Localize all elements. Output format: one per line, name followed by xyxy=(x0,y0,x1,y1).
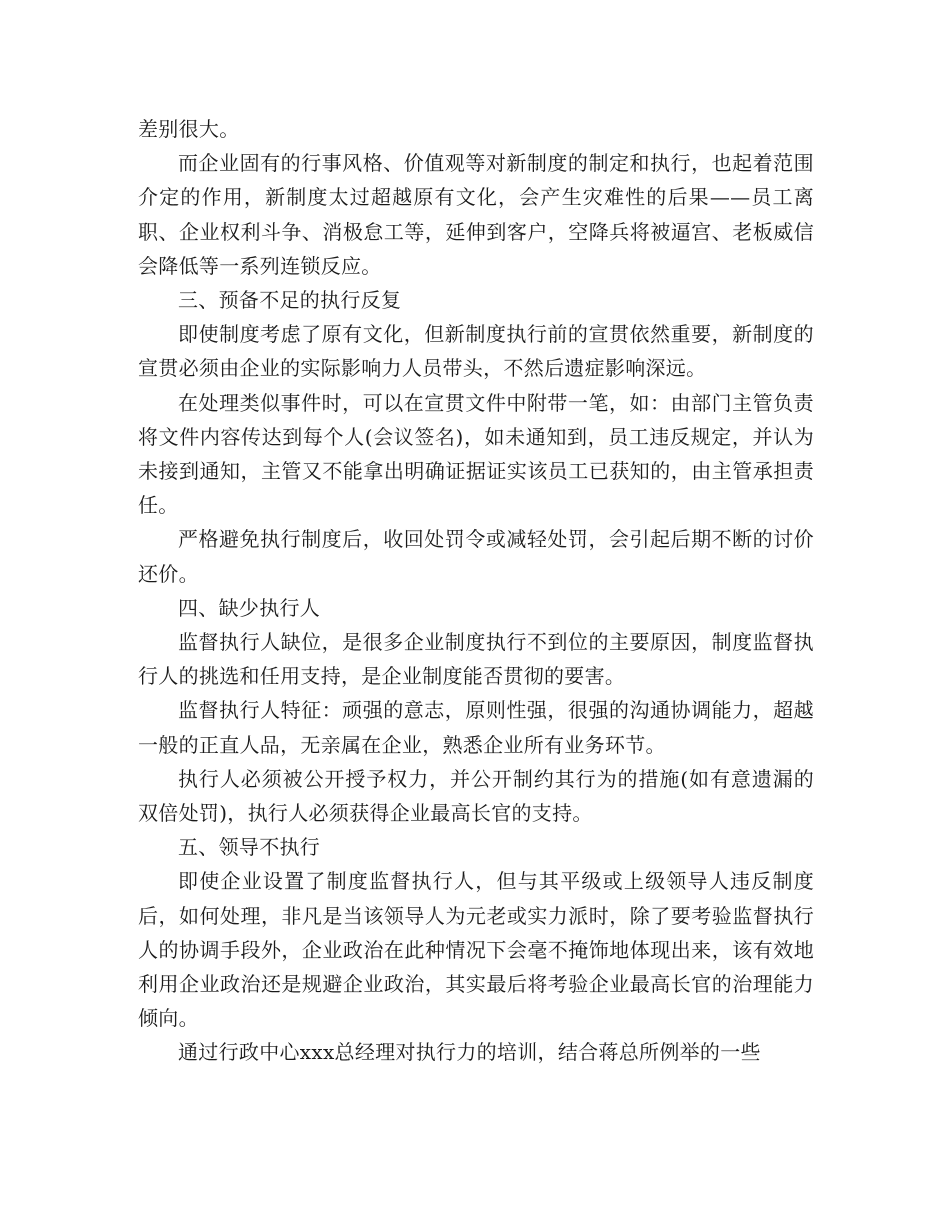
paragraph: 通过行政中心xxx总经理对执行力的培训，结合蒋总所例举的一些 xyxy=(178,1040,761,1065)
section-heading: 三、预备不足的执行反复 xyxy=(178,288,402,313)
section-heading: 五、领导不执行 xyxy=(178,835,321,860)
paragraph: 监督执行人缺位，是很多企业制度执行不到位的主要原因，制度监督执行人的挑选和任用支持，是企业制度能否贯彻的要害。 xyxy=(138,630,814,689)
paragraph: 而企业固有的行事风格、价值观等对新制度的制定和执行，也起着范围介定的作用，新制度太过超越原有文化，会产生灾难性的后果——员工离职、企业权利斗争、消极怠工等，延伸到客户，空降兵将被逼宫、老板威信会降低等一系列连锁反应。 xyxy=(138,151,814,278)
paragraph: 严格避免执行制度后，收回处罚令或减轻处罚，会引起后期不断的讨价还价。 xyxy=(138,527,814,586)
paragraph: 执行人必须被公开授予权力，并公开制约其行为的措施(如有意遗漏的双倍处罚)，执行人必须获得企业最高长官的支持。 xyxy=(138,766,814,826)
section-heading: 四、缺少执行人 xyxy=(178,595,321,620)
paragraph: 监督执行人特征：顽强的意志，原则性强，很强的沟通协调能力，超越一般的正直人品，无亲属在企业，熟悉企业所有业务环节。 xyxy=(138,698,814,757)
paragraph-continuation: 差别很大。 xyxy=(138,117,240,141)
paragraph: 即使制度考虑了原有文化，但新制度执行前的宣贯依然重要，新制度的宣贯必须由企业的实际影响力人员带头，不然后遗症影响深远。 xyxy=(138,322,814,381)
document-page xyxy=(138,112,814,1070)
paragraph: 在处理类似事件时，可以在宣贯文件中附带一笔，如：由部门主管负责将文件内容传达到每个人(会议签名)，如未通知到，员工违反规定，并认为未接到通知，主管又不能拿出明确证据证实该员工已获知的，由主管承担责任。 xyxy=(138,390,814,518)
paragraph: 即使企业设置了制度监督执行人，但与其平级或上级领导人违反制度后，如何处理，非凡是当该领导人为元老或实力派时，除了要考验监督执行人的协调手段外，企业政治在此种情况下会毫不掩饰地体现出来，该有效地利用企业政治还是规避企业政治，其实最后将考验企业最高长官的治理能力倾向。 xyxy=(138,869,814,1031)
